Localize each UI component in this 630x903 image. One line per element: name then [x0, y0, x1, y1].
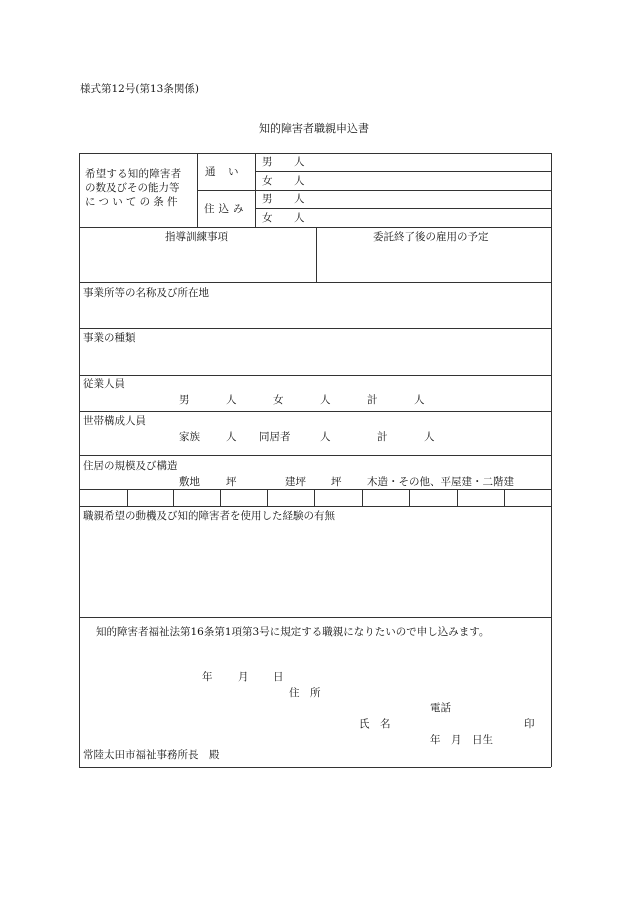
staff-total-unit: 人	[414, 394, 425, 406]
divider	[79, 411, 551, 412]
applicant-name-label: 氏 名	[359, 718, 391, 730]
employment-plan-label: 委託終了後の雇用の予定	[373, 231, 489, 243]
conditions-label-line2: の数及びその能力等	[85, 182, 180, 194]
divider	[197, 190, 551, 191]
household-family-label: 家族	[179, 431, 200, 443]
divider	[79, 282, 551, 283]
border-left	[79, 153, 80, 767]
divider	[255, 208, 551, 209]
border-right	[551, 153, 552, 767]
residence-building-unit: 坪	[331, 476, 342, 488]
divider	[504, 489, 505, 506]
divider	[267, 489, 268, 506]
address-label: 住 所	[289, 687, 321, 699]
residence-structure: 木造・その他、平屋建・二階建	[367, 476, 514, 488]
conditions-label-line1: 希望する知的障害者	[85, 168, 182, 180]
livein-male-label: 男	[262, 193, 273, 205]
household-family-unit: 人	[226, 431, 237, 443]
divider	[314, 489, 315, 506]
divider	[457, 489, 458, 506]
staff-female-label: 女	[273, 394, 284, 406]
divider	[79, 375, 551, 376]
residence-building-label: 建坪	[285, 476, 306, 488]
livein-male-unit: 人	[294, 193, 305, 205]
divider	[79, 617, 551, 618]
livein-female-label: 女	[262, 212, 273, 224]
livein-label: 住込み	[204, 203, 248, 215]
business-name-label: 事業所等の名称及び所在地	[83, 287, 209, 299]
household-total-unit: 人	[424, 431, 435, 443]
birth-date-label: 年 月 日生	[430, 734, 493, 746]
date-day-label: 日	[273, 671, 284, 683]
date-month-label: 月	[238, 671, 249, 683]
commute-male-label: 男	[262, 156, 273, 168]
residence-site-unit: 坪	[226, 476, 237, 488]
commute-female-label: 女	[262, 175, 273, 187]
divider	[255, 171, 551, 172]
border-bottom	[79, 767, 551, 768]
divider	[79, 455, 551, 456]
form-title: 知的障害者職親申込書	[259, 122, 369, 135]
divider	[79, 328, 551, 329]
household-total-label: 計	[377, 431, 388, 443]
divider	[79, 227, 551, 228]
residence-site-label: 敷地	[179, 476, 200, 488]
phone-label: 電話	[430, 702, 451, 714]
staff-female-unit: 人	[320, 394, 331, 406]
date-year-label: 年	[202, 671, 213, 683]
residence-label: 住居の規模及び構造	[83, 460, 178, 472]
divider	[79, 506, 551, 507]
staff-label: 従業人員	[83, 378, 125, 390]
livein-female-unit: 人	[294, 212, 305, 224]
staff-male-unit: 人	[226, 394, 237, 406]
divider	[316, 227, 317, 282]
border-top	[79, 153, 551, 154]
divider	[409, 489, 410, 506]
commute-male-unit: 人	[294, 156, 305, 168]
divider	[173, 489, 174, 506]
divider	[220, 489, 221, 506]
motivation-label: 職親希望の動機及び知的障害者を使用した経験の有無	[83, 510, 335, 522]
business-type-label: 事業の種類	[83, 332, 136, 344]
staff-male-label: 男	[179, 394, 190, 406]
divider	[79, 489, 551, 490]
household-cohabitant-unit: 人	[320, 431, 331, 443]
addressee: 常陸太田市福祉事務所長 殿	[83, 749, 220, 761]
form-number: 様式第12号(第13条関係)	[80, 83, 199, 95]
guidance-label: 指導訓練事項	[165, 231, 228, 243]
divider	[127, 489, 128, 506]
household-cohabitant-label: 同居者	[259, 431, 291, 443]
seal-mark: 印	[524, 718, 535, 730]
commute-label: 通 い	[205, 166, 240, 178]
conditions-label-line3: についての条件	[85, 196, 181, 208]
commute-female-unit: 人	[294, 175, 305, 187]
staff-total-label: 計	[367, 394, 378, 406]
application-statement: 知的障害者福祉法第16条第1項第3号に規定する職親になりたいので申し込みます。	[96, 626, 490, 638]
household-label: 世帯構成人員	[83, 415, 146, 427]
divider	[362, 489, 363, 506]
